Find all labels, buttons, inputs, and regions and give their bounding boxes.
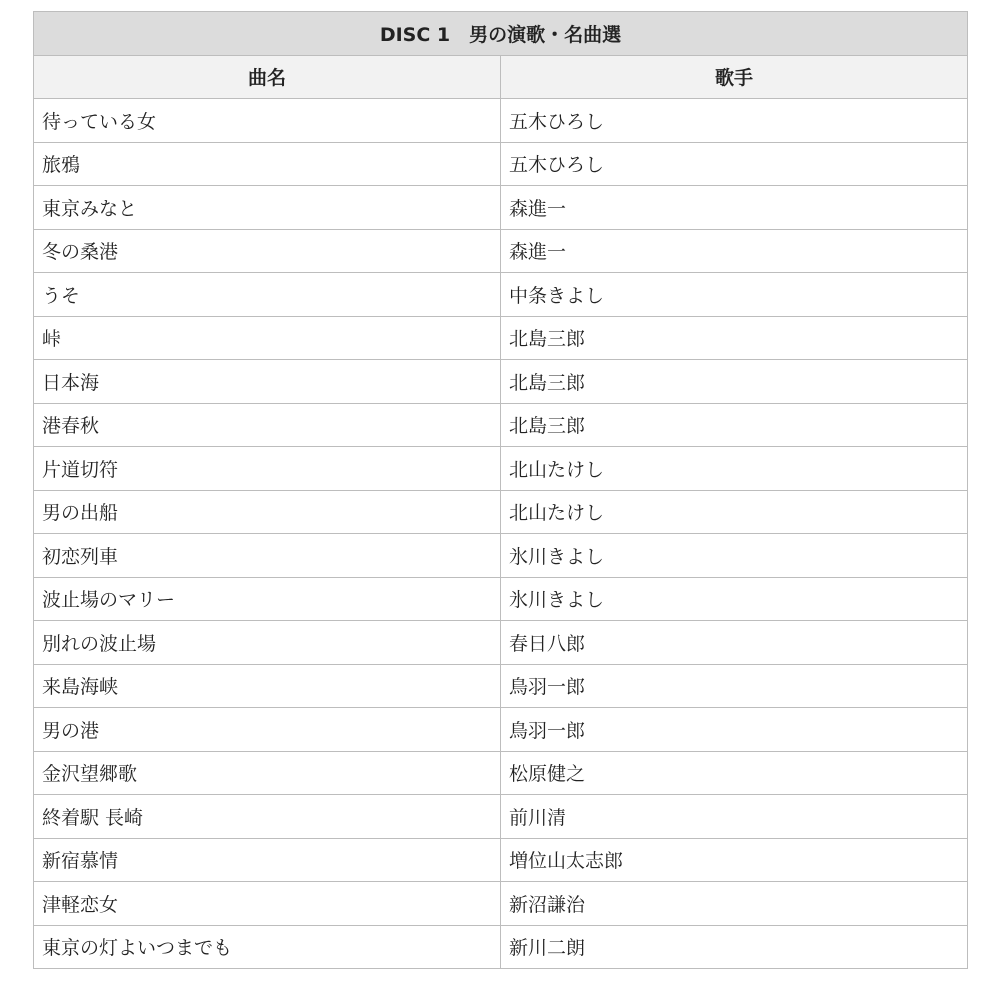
artist-cell: 北山たけし xyxy=(501,490,968,534)
artist-cell: 森進一 xyxy=(501,186,968,230)
song-title-cell: うそ xyxy=(34,273,501,317)
table-row xyxy=(34,925,968,969)
table-row xyxy=(34,882,968,926)
table-row xyxy=(34,403,968,447)
song-title-cell: 旅鴉 xyxy=(34,142,501,186)
artist-cell: 北島三郎 xyxy=(501,360,968,404)
artist-cell: 鳥羽一郎 xyxy=(501,664,968,708)
table-row xyxy=(34,99,968,143)
artist-cell: 森進一 xyxy=(501,229,968,273)
artist-cell: 松原健之 xyxy=(501,751,968,795)
table-row xyxy=(34,795,968,839)
table-row xyxy=(34,316,968,360)
table-row xyxy=(34,273,968,317)
song-title-cell: 待っている女 xyxy=(34,99,501,143)
table-row xyxy=(34,708,968,752)
song-title-cell: 日本海 xyxy=(34,360,501,404)
artist-cell: 新沼謙治 xyxy=(501,882,968,926)
table-row xyxy=(34,751,968,795)
artist-cell: 五木ひろし xyxy=(501,142,968,186)
table-title-row xyxy=(34,12,968,56)
column-header-artist: 歌手 xyxy=(501,55,968,99)
song-title-cell: 片道切符 xyxy=(34,447,501,491)
artist-cell: 新川二朗 xyxy=(501,925,968,969)
artist-cell: 五木ひろし xyxy=(501,99,968,143)
song-title-cell: 男の出船 xyxy=(34,490,501,534)
table-header-row xyxy=(34,55,968,99)
table-row xyxy=(34,621,968,665)
song-title-cell: 峠 xyxy=(34,316,501,360)
song-title-cell: 初恋列車 xyxy=(34,534,501,578)
artist-cell: 北島三郎 xyxy=(501,403,968,447)
song-list-table xyxy=(33,11,968,969)
song-title-cell: 津軽恋女 xyxy=(34,882,501,926)
column-header-song: 曲名 xyxy=(34,55,501,99)
song-title-cell: 冬の桑港 xyxy=(34,229,501,273)
table-row xyxy=(34,838,968,882)
song-title-cell: 終着駅 長崎 xyxy=(34,795,501,839)
song-title-cell: 波止場のマリー xyxy=(34,577,501,621)
table-title: DISC 1 男の演歌・名曲選 xyxy=(34,12,968,56)
artist-cell: 前川清 xyxy=(501,795,968,839)
song-title-cell: 金沢望郷歌 xyxy=(34,751,501,795)
artist-cell: 北島三郎 xyxy=(501,316,968,360)
song-title-cell: 男の港 xyxy=(34,708,501,752)
artist-cell: 氷川きよし xyxy=(501,577,968,621)
song-title-cell: 東京みなと xyxy=(34,186,501,230)
table-row xyxy=(34,360,968,404)
table-row xyxy=(34,142,968,186)
song-title-cell: 新宿慕情 xyxy=(34,838,501,882)
table-row xyxy=(34,186,968,230)
table-body xyxy=(34,99,968,969)
table-row xyxy=(34,664,968,708)
song-title-cell: 港春秋 xyxy=(34,403,501,447)
table-row xyxy=(34,229,968,273)
song-title-cell: 東京の灯よいつまでも xyxy=(34,925,501,969)
artist-cell: 増位山太志郎 xyxy=(501,838,968,882)
table-row xyxy=(34,490,968,534)
artist-cell: 中条きよし xyxy=(501,273,968,317)
artist-cell: 春日八郎 xyxy=(501,621,968,665)
song-title-cell: 別れの波止場 xyxy=(34,621,501,665)
artist-cell: 鳥羽一郎 xyxy=(501,708,968,752)
song-title-cell: 来島海峡 xyxy=(34,664,501,708)
table-row xyxy=(34,577,968,621)
artist-cell: 氷川きよし xyxy=(501,534,968,578)
artist-cell: 北山たけし xyxy=(501,447,968,491)
table-row xyxy=(34,534,968,578)
table-row xyxy=(34,447,968,491)
